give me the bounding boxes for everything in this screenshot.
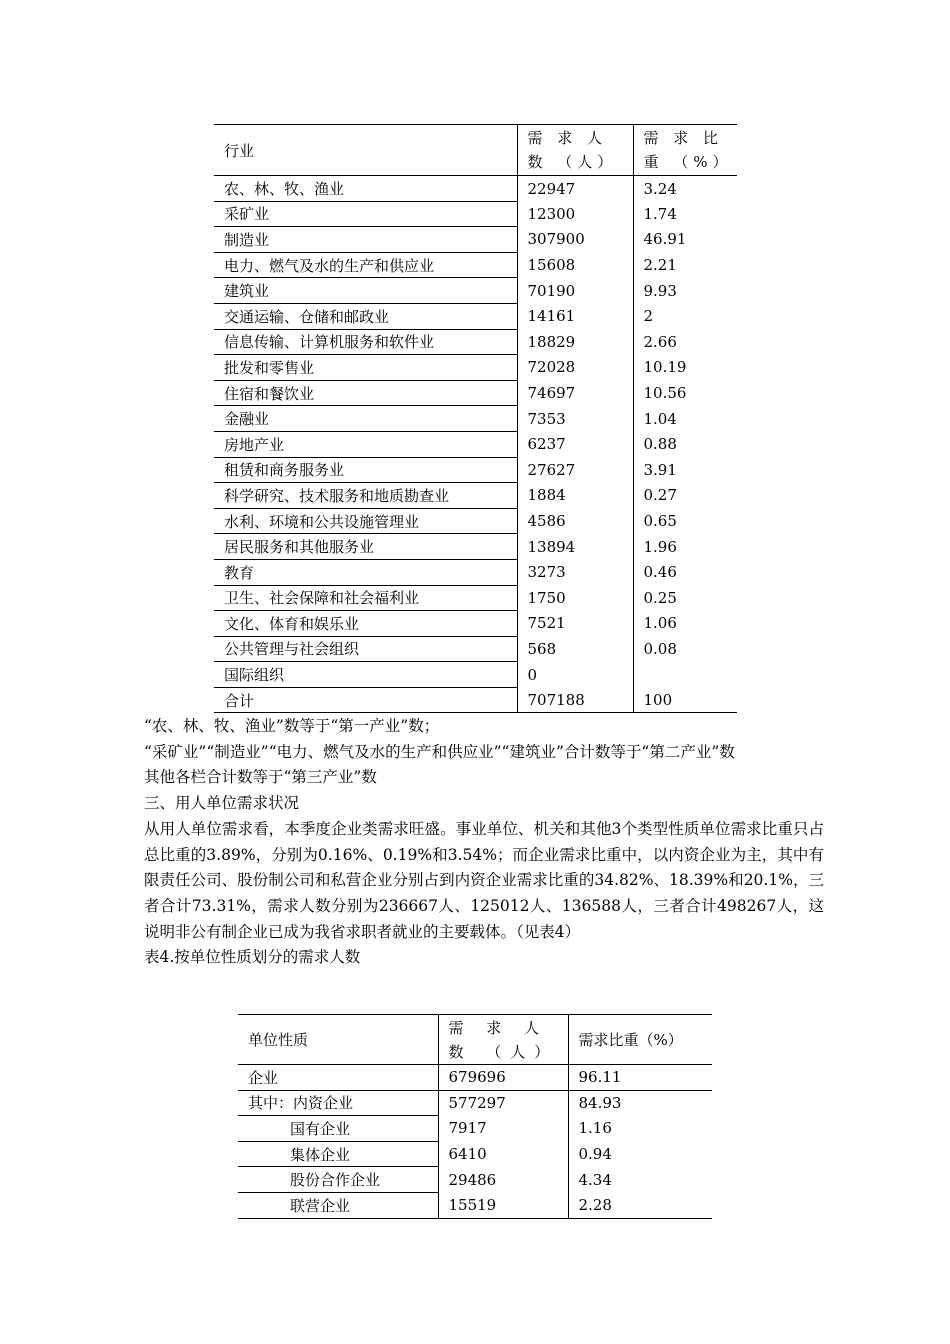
demand-count: 3273	[517, 559, 633, 585]
industry-name: 交通运输、仓储和邮政业	[214, 303, 517, 329]
demand-count: 4586	[517, 508, 633, 534]
demand-count: 1884	[517, 483, 633, 509]
demand-share: 3.91	[643, 460, 677, 479]
demand-count: 568	[517, 636, 633, 662]
demand-share: 9.93	[643, 281, 677, 300]
unit-nature: 企业	[238, 1065, 438, 1091]
industry-name: 建筑业	[214, 278, 517, 304]
table-row	[238, 1141, 712, 1167]
demand-count: 6410	[438, 1141, 568, 1167]
demand-share: 4.34	[578, 1170, 612, 1189]
table-header-row	[214, 125, 737, 176]
table-row	[238, 1090, 712, 1116]
industry-name: 住宿和餐饮业	[214, 380, 517, 406]
demand-count: 14161	[517, 303, 633, 329]
demand-share: 1.16	[578, 1119, 612, 1138]
header-demand-count: 需 求 人 数 （人）	[438, 1015, 568, 1065]
unit-nature-demand-table	[238, 1014, 712, 1219]
demand-count: 27627	[517, 457, 633, 483]
demand-share	[633, 662, 737, 688]
demand-share: 0.88	[643, 435, 677, 454]
industry-name: 水利、环境和公共设施管理业	[214, 508, 517, 534]
demand-share: 46.91	[643, 230, 687, 249]
table-row	[238, 1065, 712, 1091]
note-line-3: 其他各栏合计数等于“第三产业”数	[144, 768, 377, 787]
table2-caption: 表4.按单位性质划分的需求人数	[144, 948, 361, 967]
industry-name: 教育	[214, 559, 517, 585]
unit-nature: 其中：内资企业	[238, 1090, 438, 1116]
demand-share: 0.46	[643, 563, 677, 582]
note-line-2: “采矿业”“制造业”“电力、燃气及水的生产和供应业”“建筑业”合计数等于“第二产业”数	[144, 742, 735, 761]
unit-nature: 股份合作企业	[238, 1167, 438, 1193]
unit-nature: 集体企业	[238, 1141, 438, 1167]
table-row	[214, 483, 737, 509]
industry-name: 房地产业	[214, 431, 517, 457]
industry-name: 信息传输、计算机服务和软件业	[214, 329, 517, 355]
demand-count: 15608	[517, 252, 633, 278]
table-row	[214, 406, 737, 432]
table-row	[214, 559, 737, 585]
demand-share: 2.66	[643, 332, 677, 351]
demand-count: 307900	[517, 227, 633, 253]
industry-name: 农、林、牧、渔业	[214, 176, 517, 202]
table-row	[214, 534, 737, 560]
industry-name: 批发和零售业	[214, 355, 517, 381]
demand-share: 3.24	[643, 179, 677, 198]
table-row	[214, 611, 737, 637]
demand-count: 7521	[517, 611, 633, 637]
industry-name: 文化、体育和娱乐业	[214, 611, 517, 637]
table-row	[214, 355, 737, 381]
demand-share: 1.04	[643, 409, 677, 428]
industry-name: 金融业	[214, 406, 517, 432]
table-row	[238, 1167, 712, 1193]
table-row	[238, 1116, 712, 1142]
unit-nature: 国有企业	[238, 1116, 438, 1142]
demand-count: 13894	[517, 534, 633, 560]
demand-count: 1750	[517, 585, 633, 611]
industry-demand-table	[214, 124, 737, 713]
demand-count: 72028	[517, 355, 633, 381]
table-row	[214, 508, 737, 534]
demand-count: 0	[517, 662, 633, 688]
body-paragraph: 从用人单位需求看，本季度企业类需求旺盛。事业单位、机关和其他3个类型性质单位需求比重只占总比重的3.89%，分别为0.16%、0.19%和3.54%；而企业需求比重中，以内资企业为主，其中有限责任公司、股份制公司和私营企业分别占到内资企业需求比重的34.82%、18.39%和20.1%，三者合计73.31%，需求人数分别为236667人、125012人、136588人，三者合计498267人，这说明非公有制企业已成为我省求职者就业的主要载体。（见表4）	[144, 819, 824, 941]
demand-count: 22947	[517, 176, 633, 202]
demand-share: 96.11	[568, 1065, 712, 1091]
header-unit-nature: 单位性质	[238, 1015, 438, 1065]
industry-name: 居民服务和其他服务业	[214, 534, 517, 560]
demand-count: 7353	[517, 406, 633, 432]
demand-share: 2.21	[643, 256, 677, 275]
demand-share: 0.08	[643, 639, 677, 658]
header-industry: 行业	[214, 125, 517, 176]
industry-name: 采矿业	[214, 201, 517, 227]
industry-name: 电力、燃气及水的生产和供应业	[214, 252, 517, 278]
table-row	[214, 252, 737, 278]
demand-count: 577297	[438, 1090, 568, 1116]
demand-share: 1.74	[643, 204, 677, 223]
demand-count: 679696	[438, 1065, 568, 1091]
industry-name: 制造业	[214, 227, 517, 253]
demand-count: 7917	[438, 1116, 568, 1142]
demand-share: 10.19	[643, 358, 687, 377]
demand-count: 15519	[438, 1192, 568, 1218]
demand-share: 1.96	[643, 537, 677, 556]
demand-share: 0.65	[643, 512, 677, 531]
table-row	[214, 201, 737, 227]
demand-share: 2	[643, 307, 654, 326]
header-demand-share: 需 求 比 重 （%）	[633, 125, 737, 176]
table-row	[214, 176, 737, 202]
demand-count: 74697	[517, 380, 633, 406]
demand-share: 10.56	[643, 384, 687, 403]
note-line-1: “农、林、牧、渔业”数等于“第一产业”数；	[144, 717, 440, 735]
demand-count: 6237	[517, 431, 633, 457]
industry-name: 卫生、社会保障和社会福利业	[214, 585, 517, 611]
demand-share: 1.06	[643, 614, 677, 633]
industry-name: 公共管理与社会组织	[214, 636, 517, 662]
section-title: 三、用人单位需求状况	[144, 794, 300, 813]
demand-share: 0.25	[643, 588, 677, 607]
unit-nature: 联营企业	[238, 1192, 438, 1218]
demand-count: 70190	[517, 278, 633, 304]
total-label: 合计	[214, 687, 517, 713]
demand-count: 29486	[438, 1167, 568, 1193]
industry-name: 租赁和商务服务业	[214, 457, 517, 483]
table-row	[214, 636, 737, 662]
table-row	[214, 329, 737, 355]
table-header-row	[238, 1015, 712, 1065]
total-share: 100	[633, 687, 737, 713]
industry-name: 国际组织	[214, 662, 517, 688]
demand-count: 12300	[517, 201, 633, 227]
table-row	[214, 380, 737, 406]
total-row	[214, 687, 737, 713]
table-row	[238, 1192, 712, 1218]
demand-share: 2.28	[568, 1192, 712, 1218]
notes-section	[144, 714, 824, 971]
table-row	[214, 278, 737, 304]
demand-share: 0.27	[643, 486, 677, 505]
table-row	[214, 303, 737, 329]
demand-share: 0.94	[578, 1145, 612, 1164]
industry-name: 科学研究、技术服务和地质勘查业	[214, 483, 517, 509]
demand-share: 84.93	[578, 1094, 622, 1113]
demand-count: 18829	[517, 329, 633, 355]
table-row	[214, 662, 737, 688]
total-count: 707188	[517, 687, 633, 713]
table-row	[214, 431, 737, 457]
table-row	[214, 227, 737, 253]
header-demand-share: 需求比重（%）	[568, 1015, 712, 1065]
table-row	[214, 457, 737, 483]
table-row	[214, 585, 737, 611]
header-demand-count: 需 求 人 数 （人）	[517, 125, 633, 176]
